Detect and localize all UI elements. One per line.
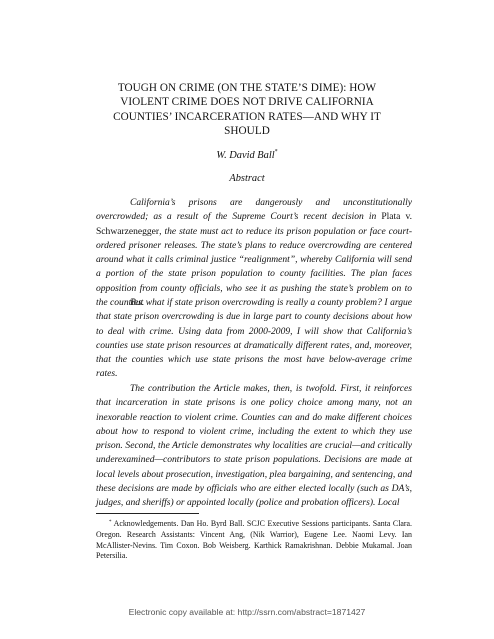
paragraph-text: But what if state prison overcrowding is really a county problem? I argue that state prison overcrowding is due in large part to county decisions about how to deal with crime. Using data from 2000-2009, I will show that California’s counties use state prison resources at dramatically different rates, and, moreover, that the counties which use state prisons the most have below-average crime rates. [96, 297, 412, 380]
author-name: W. David Ball [216, 150, 275, 161]
author-line [0, 150, 494, 161]
footnote-divider [96, 513, 199, 514]
paper-title [100, 81, 394, 138]
author-footnote-mark: * [274, 149, 278, 155]
title-line: VIOLENT CRIME DOES NOT DRIVE CALIFORNIA [120, 96, 374, 109]
title-line: COUNTIES’ INCARCERATION RATES—AND WHY IT [113, 110, 381, 123]
ssrn-notice: Electronic copy available at: http://ssrn.com/abstract=1871427 [128, 607, 366, 617]
paragraph-text: , the state must act to reduce its prison population or face court-ordered prisoner releases. The state’s plans to reduce overcrowding are centered around what it calls criminal justice “realignment”, whereby California will send a portion of the state prison population to county facilities. The plan faces opposition from county officials, who see it as pushing the state’s problem on to the counties. [96, 225, 412, 309]
abstract-heading: Abstract [229, 173, 265, 184]
footnote-text: Acknowledgements. Dan Ho. Byrd Ball. SCJC Executive Sessions participants. Santa Clara. Oregon. Research Assistants: Vincent Ang, (Nik Warrior), Eugene Lee. Naomi Levy. Ian McAllister-Nevins. Tim Coxon. Bob Weisberg. Karthick Ramakrishnan. Debbie Mukamal. Joan Petersilia. [96, 519, 412, 561]
case-name: Plata v. Schwarzenegger [96, 211, 412, 237]
title-line: TOUGH ON CRIME (ON THE STATE’S DIME): HOW [117, 82, 377, 94]
footnote [96, 519, 412, 562]
paragraph-text: The contribution the Article makes, then, is twofold. First, it reinforces that incarceration in state prisons is one policy choice among many, not an inexorable reaction to violent crime. Counties can and do make different choices about how to respond to violent crime, including the extent to which they use prison. Second, the Article demonstrates why localities are crucial—and critically underexamined—contributors to state prison populations. Decisions are made at local levels about prosecution, investigation, plea bargaining, and sentencing, and these decisions are made by officials who are either elected locally (such as DA’s, judges, and sheriffs) or appointed locally (police and probation officers). Local [96, 383, 412, 509]
footnote-mark: * [109, 520, 112, 525]
paragraph-text: California’s prisons are dangerously and unconstitutionally overcrowded; as a result of the Supreme Court’s recent decision in [96, 197, 412, 223]
abstract-paragraph-1 [96, 196, 412, 310]
title-line: SHOULD [224, 124, 270, 137]
abstract-paragraph-2 [96, 296, 412, 382]
abstract-paragraph-3 [96, 382, 412, 511]
